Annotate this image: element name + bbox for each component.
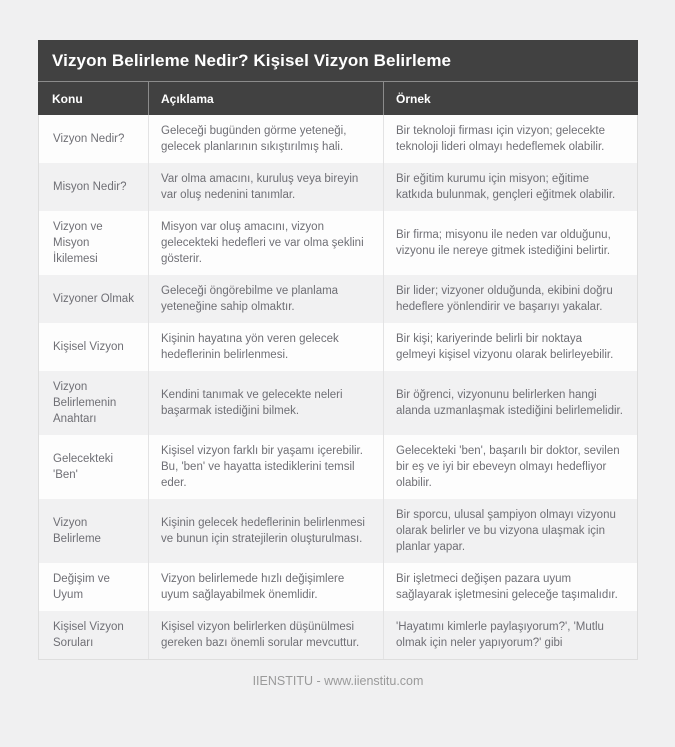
cell-ornek: Bir öğrenci, vizyonunu belirlerken hangi alanda uzmanlaşmak istediğini belirlemelidir. — [383, 371, 637, 435]
cell-aciklama: Vizyon belirlemede hızlı değişimlere uyum sağlayabilmek önemlidir. — [148, 563, 383, 611]
table-row — [39, 499, 637, 563]
table-row — [39, 211, 637, 275]
cell-konu: Vizyon Nedir? — [53, 133, 125, 145]
cell-aciklama: Kişisel vizyon belirlerken düşünülmesi gereken bazı önemli sorular mevcuttur. — [148, 611, 383, 659]
column-header-aciklama: Açıklama — [148, 82, 383, 115]
cell-ornek: Bir işletmeci değişen pazara uyum sağlayarak işletmesini geleceğe taşımalıdır. — [383, 563, 637, 611]
cell-konu: Kişisel Vizyon — [53, 341, 124, 353]
cell-ornek: Bir firma; misyonu ile neden var olduğunu, vizyonu ile nereye gitmek istediğini belirtir. — [383, 211, 637, 275]
cell-konu: Gelecekteki 'Ben' — [53, 453, 114, 481]
column-header-ornek: Örnek — [383, 82, 638, 115]
cell-ornek: Bir teknoloji firması için vizyon; gelecekte teknoloji lideri olmayı hedeflemek olabilir. — [383, 115, 637, 163]
footer-text: IIENSTITU - www.iienstitu.com — [252, 674, 424, 688]
table-header-row — [38, 82, 638, 115]
cell-konu: Vizyoner Olmak — [53, 293, 134, 305]
table-row — [39, 563, 637, 611]
vision-table-card — [38, 40, 638, 660]
cell-konu: Değişim ve Uyum — [53, 573, 110, 601]
table-row — [39, 275, 637, 323]
table-row — [39, 371, 637, 435]
cell-konu: Vizyon Belirlemenin Anahtarı — [53, 381, 117, 425]
cell-ornek: Bir kişi; kariyerinde belirli bir noktaya gelmeyi kişisel vizyonu olarak belirleyebilir. — [383, 323, 637, 371]
cell-aciklama: Misyon var oluş amacını, vizyon gelecekteki hedefleri ve var olma şeklini gösterir. — [148, 211, 383, 275]
column-header-konu: Konu — [52, 92, 83, 106]
table-row — [39, 115, 637, 163]
table-row — [39, 323, 637, 371]
table-row — [39, 611, 637, 659]
cell-ornek: Gelecekteki 'ben', başarılı bir doktor, sevilen bir eş ve iyi bir ebeveyn olmayı hedefliyor olabilir. — [383, 435, 637, 499]
cell-ornek: Bir lider; vizyoner olduğunda, ekibini doğru hedeflere yönlendirir ve başarıyı yakalar. — [383, 275, 637, 323]
cell-aciklama: Var olma amacını, kuruluş veya bireyin var oluş nedenini tanımlar. — [148, 163, 383, 211]
cell-ornek: Bir eğitim kurumu için misyon; eğitime katkıda bulunmak, gençleri eğitmek olabilir. — [383, 163, 637, 211]
table-title: Vizyon Belirleme Nedir? Kişisel Vizyon Belirleme — [38, 40, 638, 82]
cell-aciklama: Kişinin gelecek hedeflerinin belirlenmesi ve bunun için stratejilerin oluşturulması. — [148, 499, 383, 563]
cell-aciklama: Kendini tanımak ve gelecekte neleri başarmak istediğini bilmek. — [148, 371, 383, 435]
cell-aciklama: Kişisel vizyon farklı bir yaşamı içerebilir. Bu, 'ben' ve hayatta istediklerini temsil eder. — [148, 435, 383, 499]
cell-aciklama: Geleceği bugünden görme yeteneği, gelecek planlarının sıkıştırılmış hali. — [148, 115, 383, 163]
table-row — [39, 435, 637, 499]
cell-konu: Misyon Nedir? — [53, 181, 127, 193]
cell-aciklama: Kişinin hayatına yön veren gelecek hedeflerinin belirlenmesi. — [148, 323, 383, 371]
cell-ornek: Bir sporcu, ulusal şampiyon olmayı vizyonu olarak belirler ve bu vizyona ulaşmak için planlar yapar. — [383, 499, 637, 563]
cell-konu: Kişisel Vizyon Soruları — [53, 621, 124, 649]
cell-konu: Vizyon Belirleme — [53, 517, 101, 545]
table-row — [39, 163, 637, 211]
table-body — [38, 115, 638, 660]
cell-konu: Vizyon ve Misyon İkilemesi — [53, 221, 103, 265]
cell-aciklama: Geleceği öngörebilme ve planlama yeteneğine sahip olmaktır. — [148, 275, 383, 323]
cell-ornek: 'Hayatımı kimlerle paylaşıyorum?', 'Mutlu olmak için neler yapıyorum?' gibi — [383, 611, 637, 659]
